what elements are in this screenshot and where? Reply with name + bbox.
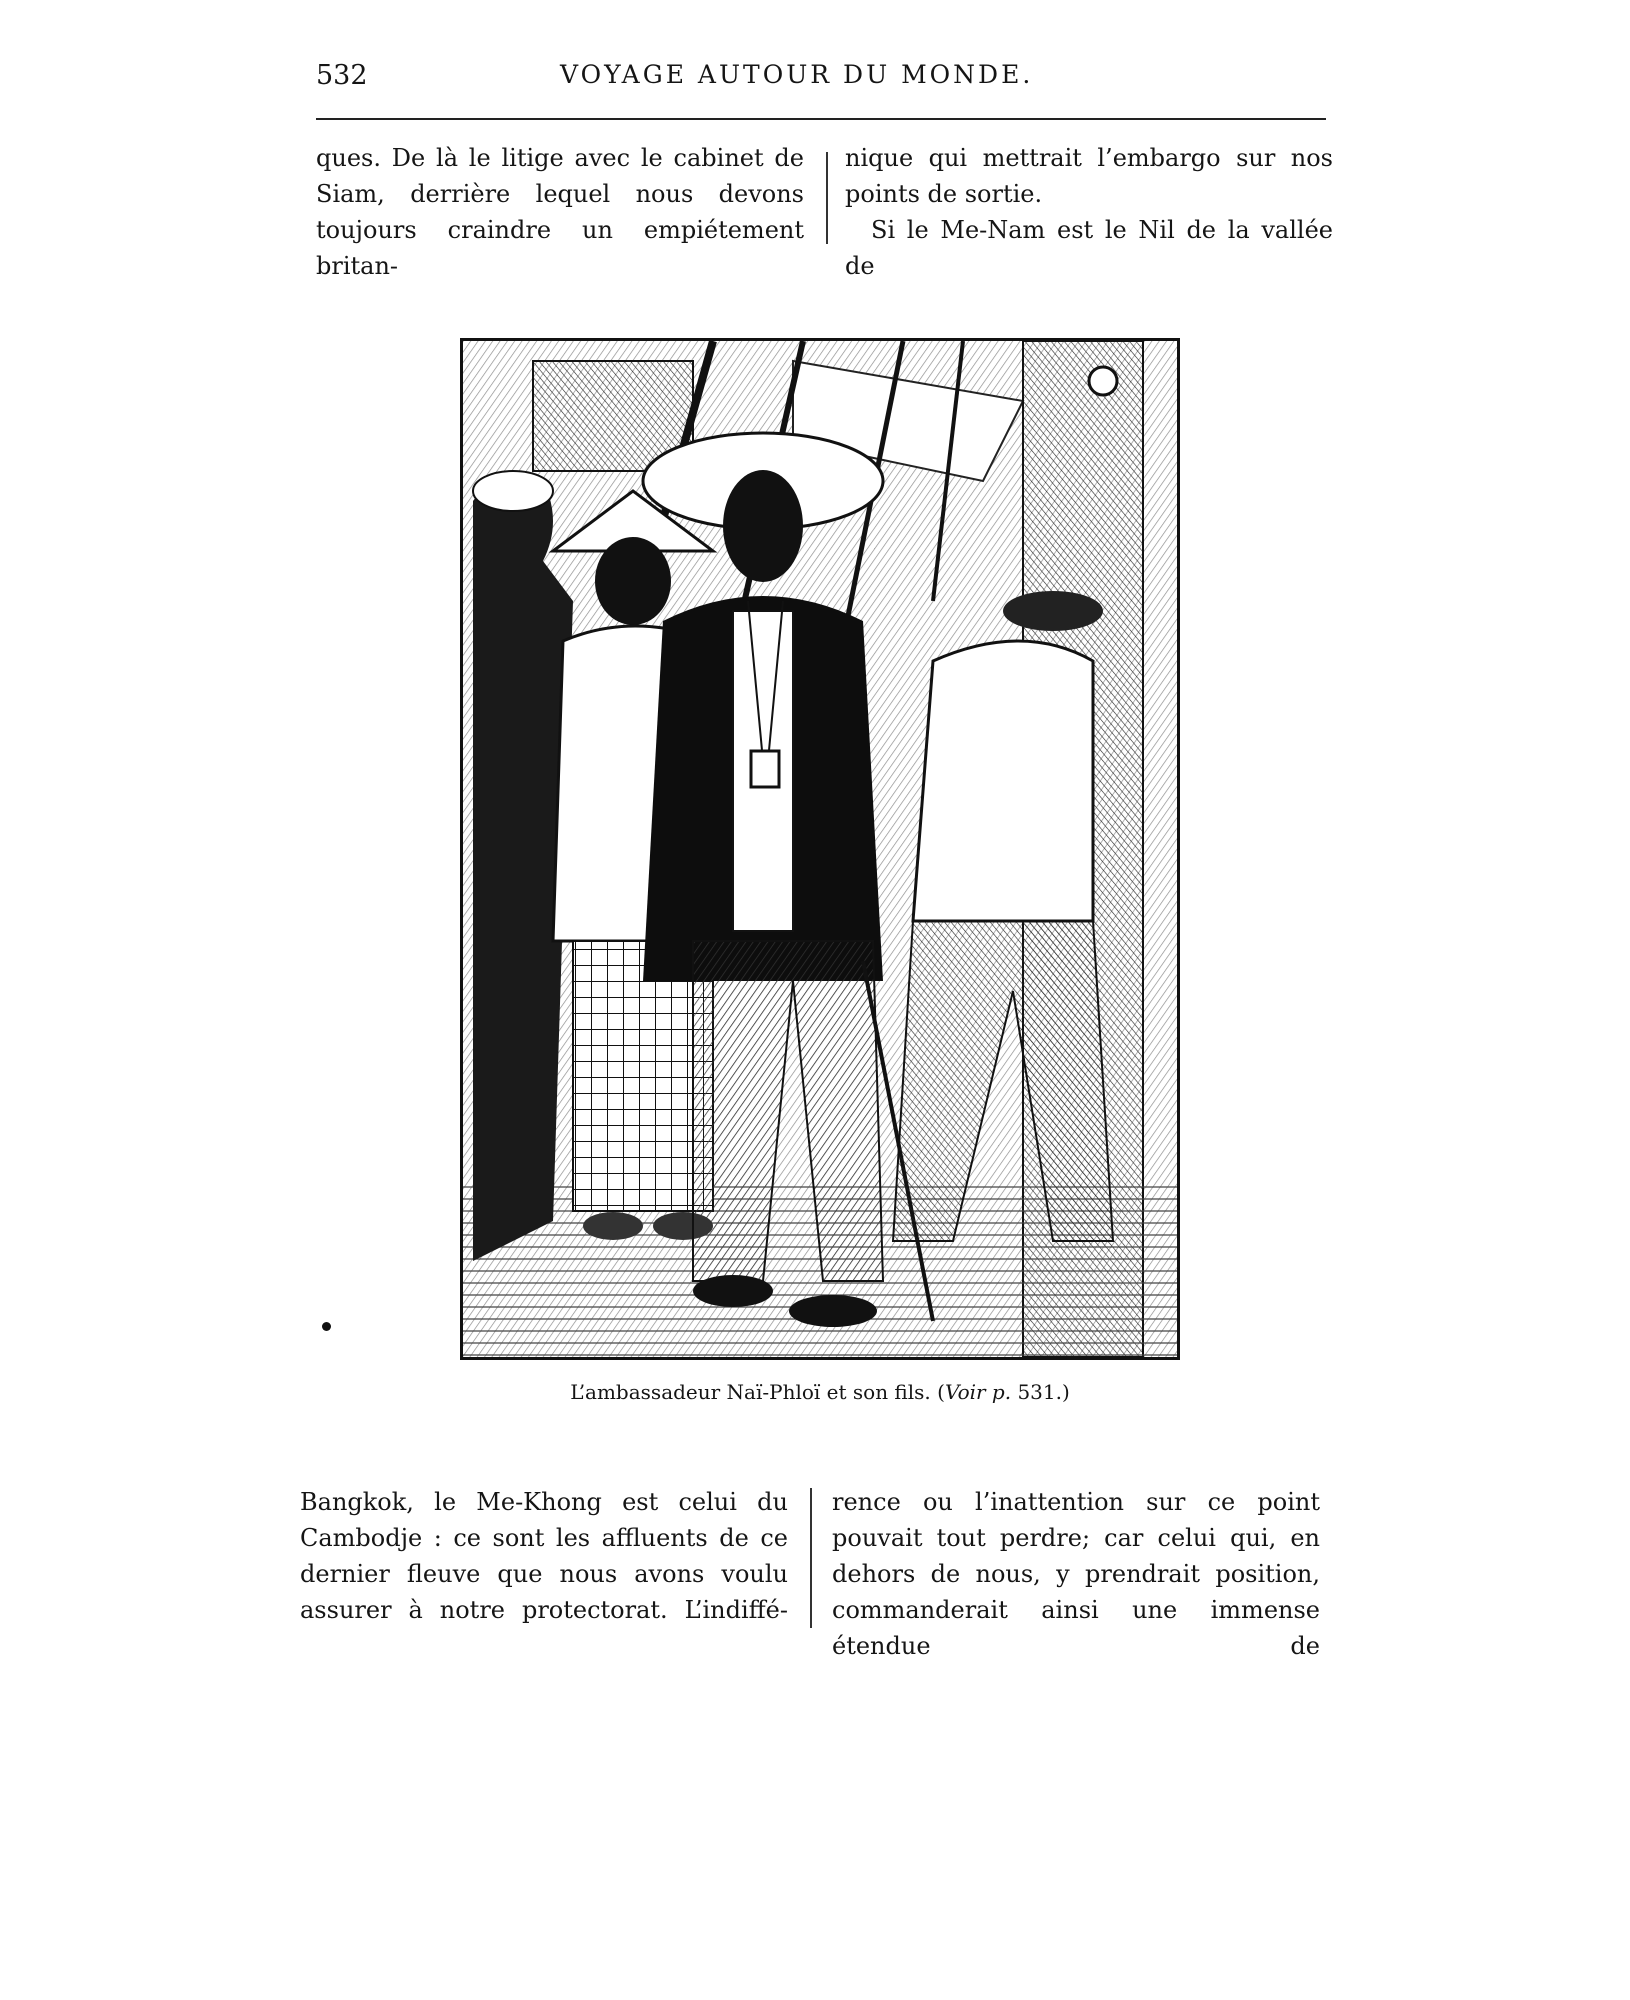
engraving-illustration bbox=[460, 338, 1180, 1360]
engraving-drawing bbox=[463, 341, 1177, 1357]
top-right-paragraph-2: Si le Me-Nam est le Nil de la vallée de bbox=[845, 216, 1333, 280]
caption-open-paren: ( bbox=[930, 1380, 945, 1404]
ink-speck bbox=[322, 1322, 331, 1331]
top-left-column bbox=[316, 140, 804, 284]
figure-caption bbox=[460, 1380, 1180, 1404]
running-head: VOYAGE AUTOUR DU MONDE. bbox=[560, 60, 1034, 89]
page-number: 532 bbox=[316, 60, 368, 91]
caption-reference-page: 531. bbox=[1017, 1380, 1062, 1404]
caption-close-paren: ) bbox=[1061, 1380, 1070, 1404]
sailor-shirt bbox=[913, 641, 1093, 921]
top-column-divider bbox=[826, 152, 828, 244]
bottom-right-column bbox=[832, 1484, 1320, 1664]
caption-title: L’ambassadeur Naï-Phloï et son fils. bbox=[570, 1380, 931, 1404]
top-right-paragraph-1: nique qui mettrait l’embargo sur nos points de sortie. bbox=[845, 144, 1333, 208]
header-rule bbox=[316, 118, 1326, 120]
bottom-right-paragraph: rence ou l’inattention sur ce point pouvait tout perdre; car celui qui, en dehors de nous, y prendrait position, commanderait ainsi une immense étendue de bbox=[832, 1488, 1320, 1660]
sailor-hat bbox=[1003, 591, 1103, 631]
bottom-column-divider bbox=[810, 1488, 812, 1628]
caption-reference: Voir p. bbox=[944, 1380, 1012, 1404]
medallion bbox=[751, 751, 779, 787]
bottom-left-paragraph: Bangkok, le Me-Khong est celui du Cambodje : ce sont les affluents de ce dernier fleuve que nous avons voulu assurer à notre protectorat. L’indiffé- bbox=[300, 1488, 788, 1624]
top-left-paragraph: ques. De là le litige avec le cabinet de Siam, derrière lequel nous devons toujours craindre un empiétement britan- bbox=[316, 144, 804, 280]
top-right-column bbox=[845, 140, 1333, 284]
bottom-left-column bbox=[300, 1484, 788, 1628]
